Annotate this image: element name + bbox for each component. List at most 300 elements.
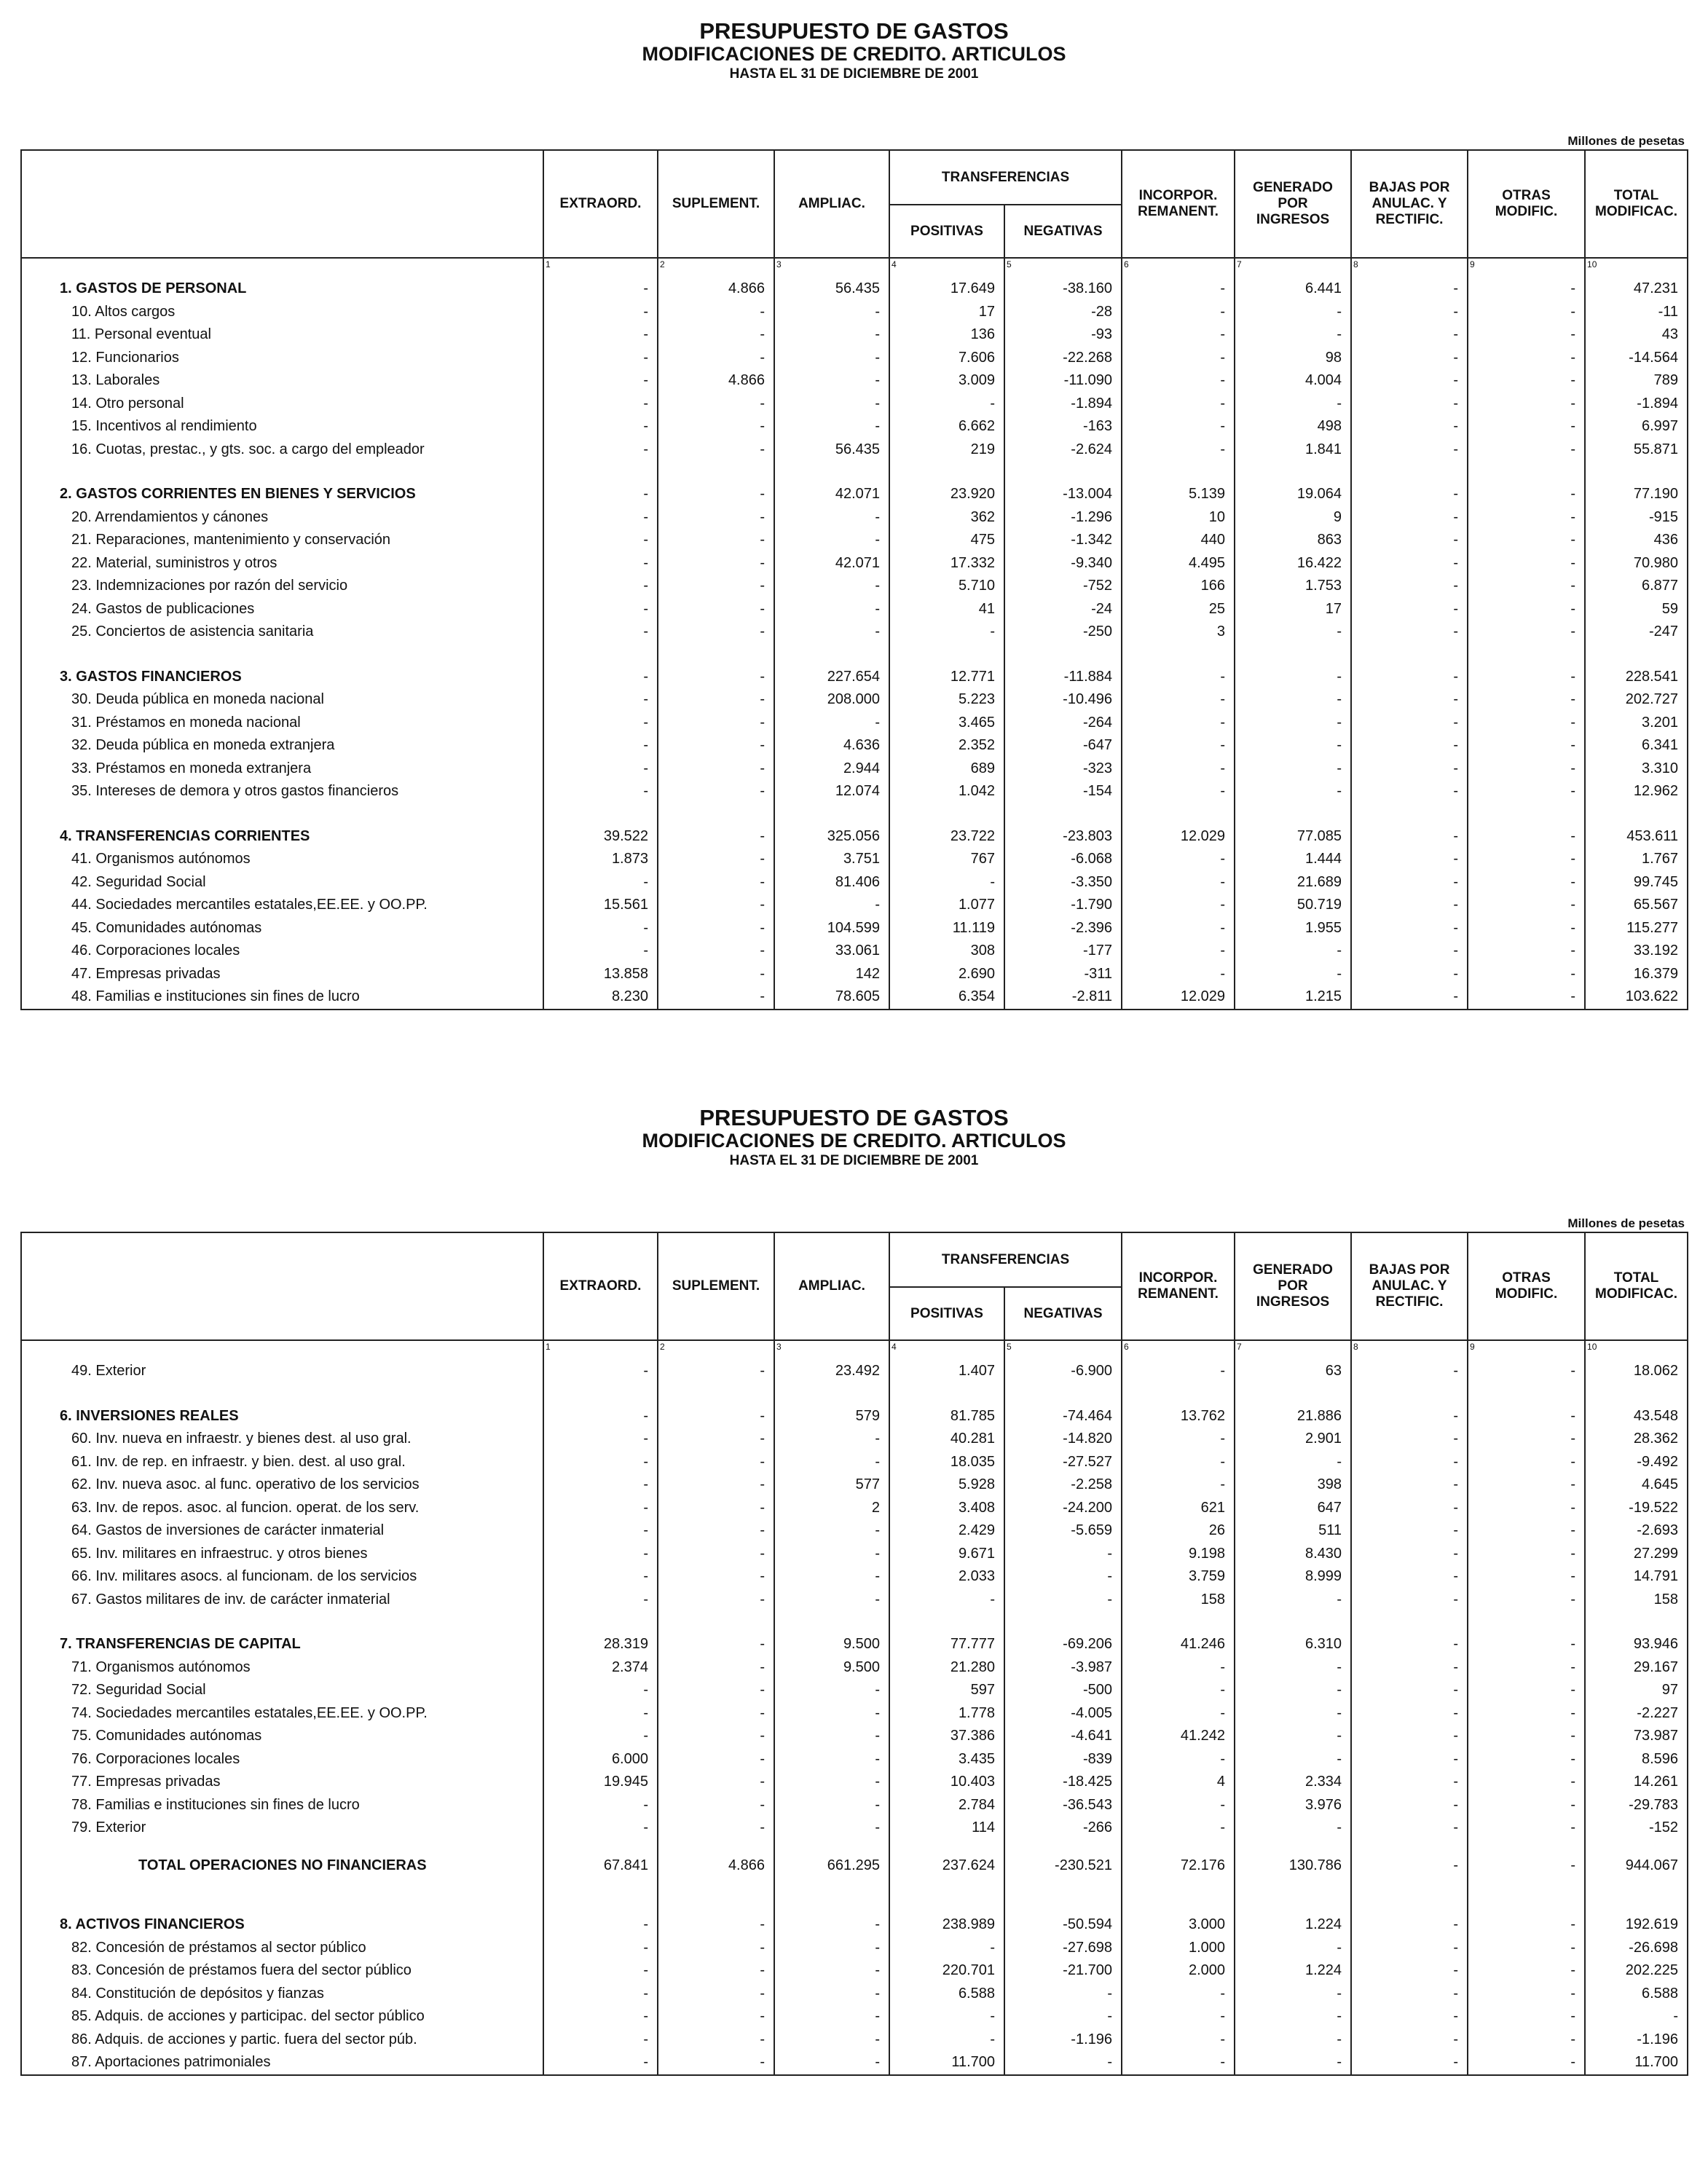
row-label: 84. Constitución de depósitos y fianzas xyxy=(21,1983,543,2006)
value-cell: 577 xyxy=(774,1473,889,1497)
value-cell: -311 xyxy=(1004,963,1122,986)
value-cell: 55.871 xyxy=(1585,438,1688,462)
spacer-cell xyxy=(658,803,774,825)
value-cell: - xyxy=(1468,2005,1585,2029)
row-label: 10. Altos cargos xyxy=(21,301,543,324)
spacer-cell xyxy=(658,644,774,666)
value-cell: 4.866 xyxy=(658,369,774,393)
value-cell: - xyxy=(1468,278,1585,301)
value-cell: 16.379 xyxy=(1585,963,1688,986)
value-cell: - xyxy=(1122,1983,1235,2006)
value-cell: - xyxy=(1468,1656,1585,1680)
spacer-cell xyxy=(1004,461,1122,483)
value-cell: 7.606 xyxy=(889,347,1004,370)
row-label: 83. Concesión de préstamos fuera del sector público xyxy=(21,1959,543,1983)
value-cell: 4 xyxy=(1122,1771,1235,1794)
spacer-cell xyxy=(658,1383,774,1405)
spacer-cell xyxy=(1585,1611,1688,1633)
value-cell: - xyxy=(1351,369,1468,393)
value-cell: - xyxy=(1468,506,1585,530)
value-cell: - xyxy=(543,369,658,393)
spacer-row xyxy=(21,1383,1688,1405)
value-cell: - xyxy=(543,1937,658,1960)
column-number: 4 xyxy=(889,1340,1004,1360)
value-cell: - xyxy=(1468,1405,1585,1428)
value-cell: 23.722 xyxy=(889,825,1004,849)
table-row xyxy=(21,1679,1688,1702)
value-cell: - xyxy=(1468,940,1585,963)
spacer-cell xyxy=(774,1383,889,1405)
value-cell: 453.611 xyxy=(1585,825,1688,849)
value-cell: - xyxy=(1235,1589,1351,1612)
value-cell: 511 xyxy=(1235,1519,1351,1543)
budget-table-1 xyxy=(20,149,1688,1010)
value-cell: 1.753 xyxy=(1235,575,1351,598)
value-cell: - xyxy=(1468,1913,1585,1937)
value-cell: -2.227 xyxy=(1585,1702,1688,1726)
value-cell: - xyxy=(543,2029,658,2052)
spacer-cell xyxy=(1235,1383,1351,1405)
spacer-cell xyxy=(889,1899,1004,1913)
value-cell: 158 xyxy=(1122,1589,1235,1612)
value-cell: 2.334 xyxy=(1235,1771,1351,1794)
value-cell: - xyxy=(543,415,658,438)
spacer-cell xyxy=(543,1383,658,1405)
table-row xyxy=(21,323,1688,347)
spacer-cell xyxy=(1235,1611,1351,1633)
spacer-cell xyxy=(889,1611,1004,1633)
value-cell: - xyxy=(774,1451,889,1474)
table-row xyxy=(21,1589,1688,1612)
value-cell: - xyxy=(543,666,658,689)
value-cell: - xyxy=(1468,323,1585,347)
value-cell: - xyxy=(1468,871,1585,894)
value-cell: 81.785 xyxy=(889,1405,1004,1428)
value-cell: 18.035 xyxy=(889,1451,1004,1474)
value-cell: - xyxy=(774,301,889,324)
value-cell: - xyxy=(658,1794,774,1817)
value-cell: - xyxy=(1351,985,1468,1010)
header-concept xyxy=(21,1232,543,1340)
spacer-cell xyxy=(1351,1840,1468,1854)
spacer-cell xyxy=(1235,1899,1351,1913)
value-cell: - xyxy=(774,415,889,438)
value-cell: - xyxy=(658,2051,774,2075)
value-cell: - xyxy=(658,323,774,347)
row-label: 47. Empresas privadas xyxy=(21,963,543,986)
value-cell: -647 xyxy=(1004,734,1122,758)
spacer-cell xyxy=(21,803,543,825)
value-cell: 3.435 xyxy=(889,1748,1004,1771)
value-cell: - xyxy=(774,1725,889,1748)
value-cell: - xyxy=(1122,712,1235,735)
table-row xyxy=(21,1656,1688,1680)
value-cell: 789 xyxy=(1585,369,1688,393)
table-row xyxy=(21,1983,1688,2006)
table-body xyxy=(21,1340,1688,2075)
value-cell: - xyxy=(1235,2051,1351,2075)
value-cell: - xyxy=(1468,483,1585,506)
value-cell: - xyxy=(1351,1656,1468,1680)
value-cell: - xyxy=(543,598,658,621)
value-cell: -50.594 xyxy=(1004,1913,1122,1937)
table-row xyxy=(21,438,1688,462)
value-cell: 325.056 xyxy=(774,825,889,849)
value-cell: 72.176 xyxy=(1122,1854,1235,1878)
value-cell: - xyxy=(543,1702,658,1726)
value-cell: - xyxy=(658,734,774,758)
value-cell: 2.429 xyxy=(889,1519,1004,1543)
value-cell: -4.005 xyxy=(1004,1702,1122,1726)
value-cell: - xyxy=(1351,1913,1468,1937)
value-cell: 202.727 xyxy=(1585,688,1688,712)
value-cell: - xyxy=(1468,734,1585,758)
value-cell: -29.783 xyxy=(1585,1794,1688,1817)
value-cell: 3.751 xyxy=(774,848,889,871)
value-cell: - xyxy=(1235,734,1351,758)
value-cell: 202.225 xyxy=(1585,1959,1688,1983)
row-label: 71. Organismos autónomos xyxy=(21,1656,543,1680)
value-cell: - xyxy=(1235,666,1351,689)
row-label: 3. GASTOS FINANCIEROS xyxy=(21,666,543,689)
row-label: 60. Inv. nueva en infraestr. y bienes dest. al uso gral. xyxy=(21,1428,543,1451)
value-cell: 8.999 xyxy=(1235,1565,1351,1589)
value-cell: 436 xyxy=(1585,529,1688,552)
value-cell: - xyxy=(1468,1959,1585,1983)
value-cell: - xyxy=(889,393,1004,416)
spacer-row xyxy=(21,1899,1688,1913)
value-cell: - xyxy=(658,529,774,552)
row-label: 46. Corporaciones locales xyxy=(21,940,543,963)
value-cell: - xyxy=(543,758,658,781)
value-cell: 136 xyxy=(889,323,1004,347)
value-cell: - xyxy=(658,894,774,917)
column-number: 1 xyxy=(543,258,658,278)
table-row xyxy=(21,688,1688,712)
value-cell: - xyxy=(1122,347,1235,370)
value-cell: 12.962 xyxy=(1585,780,1688,803)
value-cell: - xyxy=(658,2005,774,2029)
value-cell: -500 xyxy=(1004,1679,1122,1702)
value-cell: 4.645 xyxy=(1585,1473,1688,1497)
value-cell: - xyxy=(774,621,889,644)
row-label: 41. Organismos autónomos xyxy=(21,848,543,871)
value-cell: - xyxy=(1468,1983,1585,2006)
value-cell: - xyxy=(1351,894,1468,917)
value-cell: - xyxy=(658,1656,774,1680)
value-cell: - xyxy=(1468,1543,1585,1566)
header-incorpor: INCORPOR. REMANENT. xyxy=(1122,150,1235,258)
column-number-row xyxy=(21,258,1688,278)
value-cell: - xyxy=(1351,438,1468,462)
column-number: 8 xyxy=(1351,258,1468,278)
value-cell: - xyxy=(658,1771,774,1794)
header-negativas: NEGATIVAS xyxy=(1004,205,1122,258)
value-cell: 41.246 xyxy=(1122,1633,1235,1656)
group-row xyxy=(21,1405,1688,1428)
value-cell: 11.700 xyxy=(889,2051,1004,2075)
value-cell: - xyxy=(1351,1497,1468,1520)
value-cell: - xyxy=(1468,1725,1585,1748)
value-cell: - xyxy=(1351,415,1468,438)
table-row xyxy=(21,1519,1688,1543)
value-cell: 944.067 xyxy=(1585,1854,1688,1878)
value-cell: - xyxy=(658,1725,774,1748)
value-cell: 13.858 xyxy=(543,963,658,986)
value-cell: - xyxy=(1235,758,1351,781)
spacer-cell xyxy=(1122,1840,1235,1854)
spacer-cell xyxy=(1235,1840,1351,1854)
value-cell: - xyxy=(1004,2005,1122,2029)
header-ampliac: AMPLIAC. xyxy=(774,1232,889,1340)
value-cell: -18.425 xyxy=(1004,1771,1122,1794)
value-cell: - xyxy=(658,1543,774,1566)
value-cell: - xyxy=(543,940,658,963)
value-cell: - xyxy=(543,1565,658,1589)
header-generado: GENERADO POR INGRESOS xyxy=(1235,1232,1351,1340)
value-cell: - xyxy=(1235,2029,1351,2052)
spacer-cell xyxy=(774,1611,889,1633)
value-cell: - xyxy=(1468,1428,1585,1451)
table-row xyxy=(21,598,1688,621)
value-cell: 10 xyxy=(1122,506,1235,530)
value-cell: - xyxy=(1351,598,1468,621)
header-suplement: SUPLEMENT. xyxy=(658,150,774,258)
value-cell: - xyxy=(658,1937,774,1960)
value-cell: 8.596 xyxy=(1585,1748,1688,1771)
value-cell: -26.698 xyxy=(1585,1937,1688,1960)
value-cell: - xyxy=(658,552,774,575)
value-cell: - xyxy=(1351,1679,1468,1702)
value-cell: - xyxy=(658,1679,774,1702)
spacer-cell xyxy=(1004,1877,1122,1899)
value-cell: - xyxy=(1468,688,1585,712)
value-cell: - xyxy=(1235,621,1351,644)
value-cell: 597 xyxy=(889,1679,1004,1702)
value-cell: 9.198 xyxy=(1122,1543,1235,1566)
column-number: 6 xyxy=(1122,258,1235,278)
value-cell: - xyxy=(1468,301,1585,324)
value-cell: - xyxy=(1122,758,1235,781)
value-cell: - xyxy=(774,1959,889,1983)
value-cell: - xyxy=(1351,666,1468,689)
value-cell: 25 xyxy=(1122,598,1235,621)
value-cell: - xyxy=(889,1937,1004,1960)
spacer-cell xyxy=(889,644,1004,666)
value-cell: - xyxy=(1122,1360,1235,1383)
spacer-cell xyxy=(1351,1383,1468,1405)
value-cell: 2.033 xyxy=(889,1565,1004,1589)
value-cell: 23.492 xyxy=(774,1360,889,1383)
value-cell: -2.693 xyxy=(1585,1519,1688,1543)
value-cell: - xyxy=(658,483,774,506)
value-cell: -3.987 xyxy=(1004,1656,1122,1680)
value-cell: - xyxy=(543,871,658,894)
value-cell: - xyxy=(1351,483,1468,506)
header-bajas: BAJAS POR ANULAC. Y RECTIFIC. xyxy=(1351,150,1468,258)
value-cell: 228.541 xyxy=(1585,666,1688,689)
row-label: 75. Comunidades autónomas xyxy=(21,1725,543,1748)
value-cell: 2.784 xyxy=(889,1794,1004,1817)
value-cell: -22.268 xyxy=(1004,347,1122,370)
value-cell: 29.167 xyxy=(1585,1656,1688,1680)
value-cell: 3 xyxy=(1122,621,1235,644)
value-cell: - xyxy=(1235,1817,1351,1840)
value-cell: 1.077 xyxy=(889,894,1004,917)
value-cell: 77.190 xyxy=(1585,483,1688,506)
value-cell: - xyxy=(1122,1817,1235,1840)
value-cell: - xyxy=(889,621,1004,644)
value-cell: - xyxy=(774,575,889,598)
spacer-cell xyxy=(1004,1383,1122,1405)
value-cell: - xyxy=(543,1497,658,1520)
value-cell: - xyxy=(1122,688,1235,712)
table-row xyxy=(21,780,1688,803)
value-cell: - xyxy=(774,712,889,735)
header-total: TOTAL MODIFICAC. xyxy=(1585,150,1688,258)
value-cell: - xyxy=(658,621,774,644)
value-cell: - xyxy=(1004,1565,1122,1589)
value-cell: - xyxy=(658,712,774,735)
value-cell: - xyxy=(889,2029,1004,2052)
value-cell: - xyxy=(543,552,658,575)
value-cell: 97 xyxy=(1585,1679,1688,1702)
value-cell: 59 xyxy=(1585,598,1688,621)
row-label: 86. Adquis. de acciones y partic. fuera del sector púb. xyxy=(21,2029,543,2052)
spacer-cell xyxy=(1585,803,1688,825)
value-cell: 219 xyxy=(889,438,1004,462)
row-label: 16. Cuotas, prestac., y gts. soc. a cargo del empleador xyxy=(21,438,543,462)
header-transferencias: TRANSFERENCIAS xyxy=(889,150,1122,205)
spacer-cell xyxy=(1585,1899,1688,1913)
value-cell: - xyxy=(543,393,658,416)
spacer-cell xyxy=(1585,1877,1688,1899)
value-cell: 9.500 xyxy=(774,1656,889,1680)
value-cell: - xyxy=(1122,666,1235,689)
value-cell: - xyxy=(1351,552,1468,575)
value-cell: -247 xyxy=(1585,621,1688,644)
value-cell: 103.622 xyxy=(1585,985,1688,1010)
spacer-cell xyxy=(774,1840,889,1854)
value-cell: - xyxy=(1122,438,1235,462)
value-cell: - xyxy=(1468,1360,1585,1383)
row-label: 24. Gastos de publicaciones xyxy=(21,598,543,621)
value-cell: 93.946 xyxy=(1585,1633,1688,1656)
table-row xyxy=(21,1702,1688,1726)
table-row xyxy=(21,552,1688,575)
value-cell: - xyxy=(543,1983,658,2006)
value-cell: 6.662 xyxy=(889,415,1004,438)
value-cell: 6.000 xyxy=(543,1748,658,1771)
value-cell: - xyxy=(658,575,774,598)
spacer-cell xyxy=(658,461,774,483)
value-cell: 6.310 xyxy=(1235,1633,1351,1656)
value-cell: - xyxy=(658,871,774,894)
value-cell: - xyxy=(774,1748,889,1771)
value-cell: 39.522 xyxy=(543,825,658,849)
header-positivas: POSITIVAS xyxy=(889,205,1004,258)
spacer-cell xyxy=(1351,1877,1468,1899)
table-row xyxy=(21,1360,1688,1383)
value-cell: 647 xyxy=(1235,1497,1351,1520)
value-cell: 23.920 xyxy=(889,483,1004,506)
column-number: 7 xyxy=(1235,1340,1351,1360)
value-cell: - xyxy=(1235,1983,1351,2006)
value-cell: 4.495 xyxy=(1122,552,1235,575)
value-cell: - xyxy=(658,2029,774,2052)
value-cell: - xyxy=(543,1360,658,1383)
value-cell: - xyxy=(658,963,774,986)
value-cell: 227.654 xyxy=(774,666,889,689)
value-cell: - xyxy=(774,1428,889,1451)
value-cell: - xyxy=(1468,438,1585,462)
value-cell: - xyxy=(543,506,658,530)
row-label: 64. Gastos de inversiones de carácter inmaterial xyxy=(21,1519,543,1543)
column-number: 9 xyxy=(1468,1340,1585,1360)
row-label: 76. Corporaciones locales xyxy=(21,1748,543,1771)
table-row xyxy=(21,1771,1688,1794)
value-cell: - xyxy=(1468,825,1585,849)
value-cell: - xyxy=(543,2051,658,2075)
header-otras: OTRAS MODIFIC. xyxy=(1468,150,1585,258)
value-cell: 98 xyxy=(1235,347,1351,370)
value-cell: - xyxy=(1122,780,1235,803)
table-row xyxy=(21,734,1688,758)
value-cell: - xyxy=(774,2051,889,2075)
spacer-cell xyxy=(21,644,543,666)
spacer-cell xyxy=(1122,1383,1235,1405)
units-label: Millones de pesetas xyxy=(1567,134,1685,148)
row-label: 14. Otro personal xyxy=(21,393,543,416)
row-label: 11. Personal eventual xyxy=(21,323,543,347)
table-row xyxy=(21,369,1688,393)
value-cell: - xyxy=(1468,598,1585,621)
row-label: 61. Inv. de rep. en infraestr. y bien. dest. al uso gral. xyxy=(21,1451,543,1474)
value-cell: - xyxy=(1235,1748,1351,1771)
table-body xyxy=(21,258,1688,1010)
table-row xyxy=(21,712,1688,735)
value-cell: - xyxy=(658,1748,774,1771)
value-cell: -27.698 xyxy=(1004,1937,1122,1960)
value-cell: - xyxy=(543,712,658,735)
value-cell: -9.492 xyxy=(1585,1451,1688,1474)
spacer-cell xyxy=(1468,644,1585,666)
value-cell: 3.759 xyxy=(1122,1565,1235,1589)
value-cell: - xyxy=(774,347,889,370)
header-extraord: EXTRAORD. xyxy=(543,150,658,258)
value-cell: - xyxy=(1004,1589,1122,1612)
value-cell: - xyxy=(1235,780,1351,803)
value-cell: - xyxy=(543,1451,658,1474)
spacer-row xyxy=(21,461,1688,483)
value-cell: - xyxy=(1235,393,1351,416)
spacer-cell xyxy=(1122,1611,1235,1633)
value-cell: -752 xyxy=(1004,575,1122,598)
spacer-cell xyxy=(1004,1840,1122,1854)
value-cell: -163 xyxy=(1004,415,1122,438)
value-cell: - xyxy=(774,1983,889,2006)
table-row xyxy=(21,1725,1688,1748)
table-row xyxy=(21,848,1688,871)
spacer-cell xyxy=(1585,644,1688,666)
value-cell: - xyxy=(543,1473,658,1497)
row-label: 12. Funcionarios xyxy=(21,347,543,370)
value-cell: 63 xyxy=(1235,1360,1351,1383)
page-title: PRESUPUESTO DE GASTOS xyxy=(699,1105,1009,1130)
budget-table-2 xyxy=(20,1232,1688,2076)
value-cell: - xyxy=(543,323,658,347)
value-cell: - xyxy=(774,393,889,416)
